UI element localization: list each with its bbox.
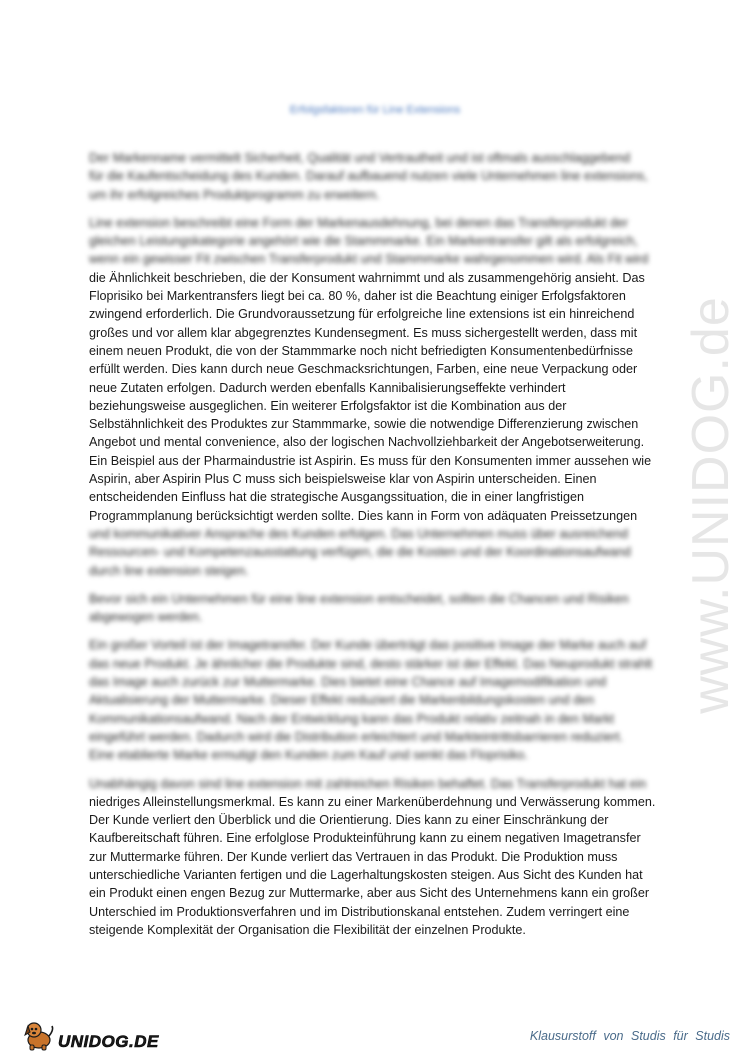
text-line: Programmplanung berücksichtigt werden sollte. Dies kann in Form von adäquaten Preissetzungen <box>89 508 638 523</box>
text-line: durch line extension steigen. <box>89 563 249 578</box>
text-line: Line extension beschreibt eine Form der Markenausdehnung, bei denen das Transferprodukt der <box>89 215 629 230</box>
text-line: das Image auch zurück zur Muttermarke. Dies bietet eine Chance auf Imagemodifikation und <box>89 675 607 690</box>
paragraph-definition <box>89 214 664 580</box>
text-line: Angebot und mental convenience, also der logischen Nachvollziehbarkeit der Angebotserweiterung. <box>89 435 645 450</box>
paragraph-risks <box>89 775 664 940</box>
text-line: um ihr erfolgreiches Produktprogramm zu erweitern. <box>89 187 380 202</box>
text-line: unterschiedliche Varianten fertigen und die Lagerhaltungskosten steigen. Aus Sicht des Kunden hat <box>89 867 643 882</box>
document-body <box>89 149 664 949</box>
text-line: Ein großer Vorteil ist der Imagetransfer. Der Kunde überträgt das positive Image der Marke auch auf <box>89 638 647 653</box>
watermark-text: www.UNIDOG.de <box>682 296 740 714</box>
text-line: erfüllt werden. Dies kann durch neue Geschmacksrichtungen, Farben, eine neue Verpackung oder <box>89 362 638 377</box>
footer-tagline: Klausurstoff von Studis für Studis <box>529 1029 730 1043</box>
text-line: Bevor sich ein Unternehmen für eine line extension entscheidet, sollten die Chancen und Risiken <box>89 591 629 606</box>
text-line: Kommunikationsaufwand. Nach der Entwicklung kann das Produkt relativ zeitnah in den Markt <box>89 711 615 726</box>
text-line: Unabhängig davon sind line extension mit zahlreichen Risiken behaftet. Das Transferprodukt hat ein <box>89 776 647 791</box>
paragraph-intro <box>89 149 664 204</box>
text-line: die Ähnlichkeit beschrieben, die der Konsument wahrnimmt und als zusammengehörig ansieht. Das <box>89 270 645 285</box>
text-line: Kaufbereitschaft führen. Eine erfolglose Produkteinführung kann zu einem negativen Imagetransfer <box>89 831 641 846</box>
text-line: zur Muttermarke führen. Der Kunde verliert das Vertrauen in das Produkt. Die Produktion muss <box>89 849 618 864</box>
text-line: Ein Beispiel aus der Pharmaindustrie ist Aspirin. Es muss für den Konsumenten immer aussehen wie <box>89 453 652 468</box>
text-line: eingeführt werden. Dadurch wird die Distribution erleichtert und Markteintrittsbarrieren reduziert. <box>89 729 624 744</box>
document-title: Erfolgsfaktoren für Line Extensions <box>289 104 461 116</box>
text-line: ein Produkt einen engen Bezug zur Muttermarke, aber aus Sicht des Unternehmens kann ein großer <box>89 886 650 901</box>
text-line: Der Kunde verliert den Überblick und die Orientierung. Dies kann zu einer Einschränkung der <box>89 813 609 828</box>
text-line: abgewogen werden. <box>89 610 203 625</box>
text-line: beziehungsweise ausgeglichen. Ein weiterer Erfolgsfaktor ist die Kombination aus der <box>89 398 567 413</box>
dog-mascot-icon <box>22 1018 56 1052</box>
text-line: Unterschied im Produktionsverfahren und im Distributionskanal entstehen. Zudem verringert eine <box>89 904 630 919</box>
text-line: Ressourcen- und Kompetenzausstattung verfügen, die die Kosten und der Koordinationsaufwand <box>89 545 631 560</box>
text-line: für die Kaufentscheidung des Kunden. Darauf aufbauend nutzen viele Unternehmen line extensions, <box>89 169 648 184</box>
text-line: gleichen Leistungskategorie angehört wie die Stammmarke. Ein Markentransfer gilt als erfolgreich, <box>89 234 638 249</box>
paragraph-advantages <box>89 636 664 764</box>
text-line: zwingend erforderlich. Die Grundvoraussetzung für erfolgreiche line extensions ist ein hinreichend <box>89 307 635 322</box>
text-line: entscheidenden Einfluss hat die strategische Ausgangssituation, die in einer langfristigen <box>89 490 584 505</box>
text-line: wenn ein gewisser Fit zwischen Transferprodukt und Stammmarke wahrgenommen wird. Als Fit wird <box>89 252 649 267</box>
text-line: Floprisiko bei Markentransfers liegt bei ca. 80 %, daher ist die Beachtung einiger Erfolgsfaktoren <box>89 289 626 304</box>
unidog-logo[interactable] <box>22 1016 159 1052</box>
watermark <box>666 270 750 740</box>
text-line: niedriges Alleinstellungsmerkmal. Es kann zu einer Markenüberdehnung und Verwässerung kommen. <box>89 794 656 809</box>
text-line: neue Zutaten erfolgen. Dadurch werden ebenfalls Kannibalisierungseffekte verhindert <box>89 380 566 395</box>
text-line: Aktualisierung der Muttermarke. Dieser Effekt reduziert die Markenbildungskosten und den <box>89 693 595 708</box>
text-line: großes und vor allem klar abgegrenztes Kundensegment. Es muss sichergestellt werden, dass mit <box>89 325 638 340</box>
text-line: das neue Produkt. Je ähnlicher die Produkte sind, desto stärker ist der Effekt. Das Neuprodukt strahlt <box>89 656 653 671</box>
text-line: und kommunikativer Ansprache des Kunden erfolgen. Das Unternehmen muss über ausreichend <box>89 526 629 541</box>
text-line: Der Markenname vermittelt Sicherheit, Qualität und Vertrautheit und ist oftmals ausschlaggebend <box>89 151 631 165</box>
text-line: Aspirin, aber Aspirin Plus C muss sich beispielsweise klar von Aspirin unterscheiden. Einen <box>89 472 597 487</box>
logo-text: UNIDOG.DE <box>58 1032 159 1051</box>
text-line: Selbstähnlichkeit des Produktes zur Stammmarke, sowie die notwendige Differenzierung zwischen <box>89 417 639 432</box>
paragraph-decision <box>89 590 664 627</box>
text-line: Eine etablierte Marke ermutigt den Kunden zum Kauf und senkt das Floprisiko. <box>89 748 528 763</box>
text-line: einem neuen Produkt, die von der Stammmarke noch nicht befriedigten Konsumentenbedürfnisse <box>89 343 633 358</box>
text-line: steigende Komplexität der Organisation die Flexibilität der einzelnen Produkte. <box>89 922 526 937</box>
